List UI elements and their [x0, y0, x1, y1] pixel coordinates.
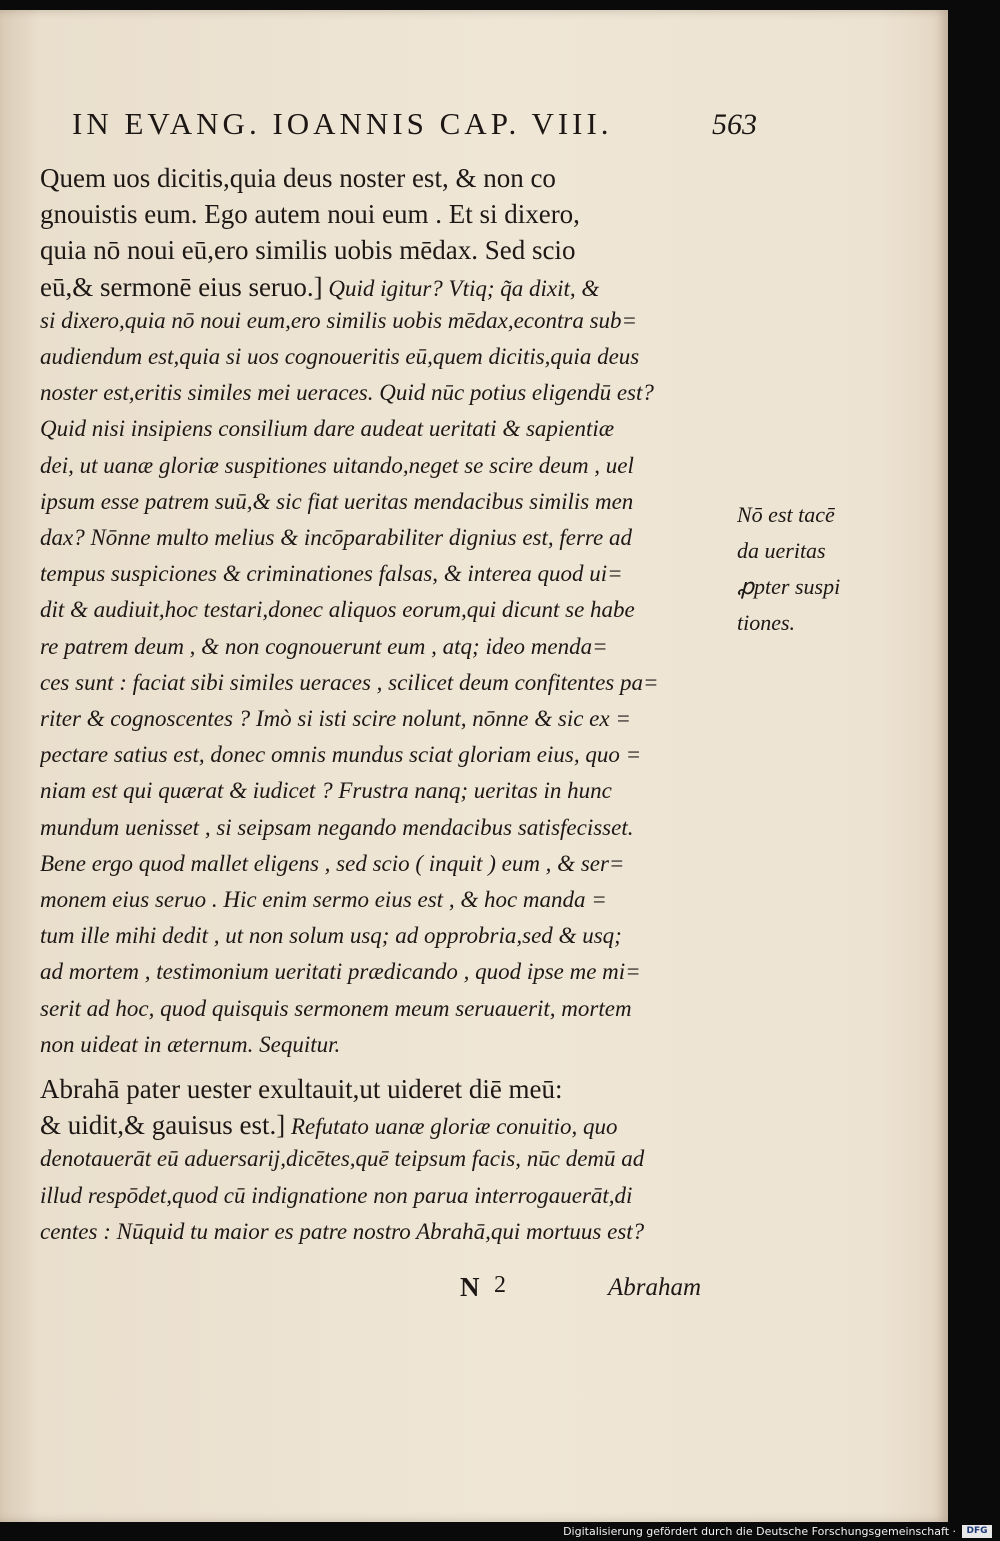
text-line: [40, 199, 730, 235]
text-line: [40, 416, 730, 452]
text-line: [40, 996, 730, 1032]
text-line: [40, 634, 730, 670]
text-line: [40, 706, 730, 742]
margin-note-line: ꝓpter suspi: [737, 574, 841, 599]
text-line: [40, 1146, 730, 1182]
page-footer: [460, 1272, 750, 1312]
commentary-text: Bene ergo quod mallet eligens , sed scio ( inquit ) eum , & ser=: [40, 850, 625, 876]
commentary-text: illud respōdet,quod cū indignatione non parua interrogauerāt,di: [40, 1182, 633, 1208]
commentary-text: non uideat in æternum. Sequitur.: [40, 1031, 341, 1057]
text-line: [40, 815, 730, 851]
signature-mark: N: [460, 1272, 480, 1302]
text-line: [40, 561, 730, 597]
text-line: [40, 959, 730, 995]
commentary-text: dax? Nōnne multo melius & incōparabiliter dignius est, ferre ad: [40, 525, 632, 550]
commentary-text: si dixero,quia nō noui eum,ero similis uobis mēdax,econtra sub=: [40, 307, 638, 333]
text-line: [40, 1110, 730, 1146]
commentary-text: audiendum est,quia si uos cognoueritis eū,quem dicitis,quia deus: [40, 344, 640, 369]
text-line: [40, 597, 730, 633]
running-header: [72, 106, 762, 150]
commentary-text: Quid nisi insipiens consilium dare audeat ueritati & sapientiæ: [40, 416, 615, 442]
text-line: [40, 163, 730, 199]
text-line: [40, 344, 730, 380]
catchword: Abraham: [608, 1274, 702, 1301]
commentary-text: ces sunt : faciat sibi similes ueraces , scilicet deum confitentes pa=: [40, 669, 659, 695]
commentary-text: pectare satius est, donec omnis mundus sciat gloriam eius, quo =: [40, 742, 642, 768]
lemma-text: Quem uos dicitis,quia deus noster est, & non co: [40, 163, 556, 193]
commentary-text: dei, ut uanæ gloriæ suspitiones uitando,neget se scire deum , uel: [40, 452, 634, 478]
text-line: [40, 1074, 730, 1110]
text-line: [40, 453, 730, 489]
lemma-text: eū,& sermonē eius seruo.]: [40, 271, 323, 302]
commentary-text: dit & audiuit,hoc testari,donec aliquos eorum,qui dicunt se habe: [40, 597, 635, 623]
commentary-text: tum ille mihi dedit , ut non solum usq; ad opprobria,sed & usq;: [40, 923, 622, 949]
margin-note-line: Nō est tacē: [737, 502, 835, 527]
text-line: [40, 525, 730, 561]
commentary-text: mundum uenisset , si seipsam negando mendacibus satisfecisset.: [40, 814, 634, 840]
text-line: [40, 1219, 730, 1255]
commentary-text: Refutato uanæ gloriæ conuitio, quo: [285, 1114, 618, 1140]
text-line: [40, 380, 730, 416]
lemma-text: quia nō noui eū,ero similis uobis mēdax. Sed scio: [40, 235, 576, 266]
commentary-text: ipsum esse patrem suū,& sic fiat ueritas mendacibus similis men: [40, 488, 634, 514]
text-line: [40, 308, 730, 344]
text-line: [40, 742, 730, 778]
text-line: [40, 887, 730, 923]
text-line: [40, 272, 730, 308]
running-title: IN EVANG. IOANNIS CAP. VIII.: [72, 106, 613, 141]
lemma-text: gnouistis eum. Ego autem noui eum . Et si dixero,: [40, 199, 580, 230]
text-line: [40, 489, 730, 525]
lemma-text: & uidit,& gauisus est.]: [40, 1110, 286, 1141]
book-page: [0, 10, 948, 1522]
commentary-text: Quid igitur? Vtiq; q̃a dixit, &: [322, 275, 600, 301]
credit-text: Digitalisierung gefördert durch die Deutsche Forschungsgemeinschaft ·: [563, 1525, 956, 1538]
text-line: [40, 923, 730, 959]
commentary-text: centes : Nūquid tu maior es patre nostro Abrahā,qui mortuus est?: [40, 1218, 645, 1244]
signature-number: 2: [494, 1272, 506, 1298]
digitization-credit-bar: [0, 1522, 1000, 1541]
margin-note-line: tiones.: [737, 610, 796, 635]
text-line: [40, 670, 730, 706]
commentary-text: serit ad hoc, quod quisquis sermonem meum seruauerit, mortem: [40, 995, 632, 1021]
commentary-text: riter & cognoscentes ? Imò si isti scire nolunt, nōnne & sic ex =: [40, 706, 631, 731]
margin-note-line: da ueritas: [737, 538, 826, 563]
commentary-text: denotauerāt eū aduersarij,dicētes,quē teipsum facis, nūc demū ad: [40, 1146, 645, 1172]
text-line: [40, 851, 730, 887]
page-number: 563: [712, 108, 757, 141]
dfg-logo-icon: DFG: [962, 1525, 992, 1538]
commentary-text: ad mortem , testimonium ueritati prædicando , quod ipse me mi=: [40, 959, 641, 985]
text-line: [40, 778, 730, 814]
lemma-text: Abrahā pater uester exultauit,ut uideret diē meū:: [40, 1074, 563, 1104]
text-line: [40, 1183, 730, 1219]
commentary-text: re patrem deum , & non cognouerunt eum , atq; ideo menda=: [40, 633, 608, 659]
commentary-text: noster est,eritis similes mei ueraces. Quid nūc potius eligendū est?: [40, 380, 654, 406]
commentary-text: niam est qui quærat & iudicet ? Frustra nanq; ueritas in hunc: [40, 778, 612, 804]
text-line: [40, 1032, 730, 1068]
text-line: [40, 235, 730, 271]
commentary-text: tempus suspiciones & criminationes falsas, & interea quod ui=: [40, 561, 623, 587]
commentary-text: monem eius seruo . Hic enim sermo eius est , & hoc manda =: [40, 887, 607, 912]
